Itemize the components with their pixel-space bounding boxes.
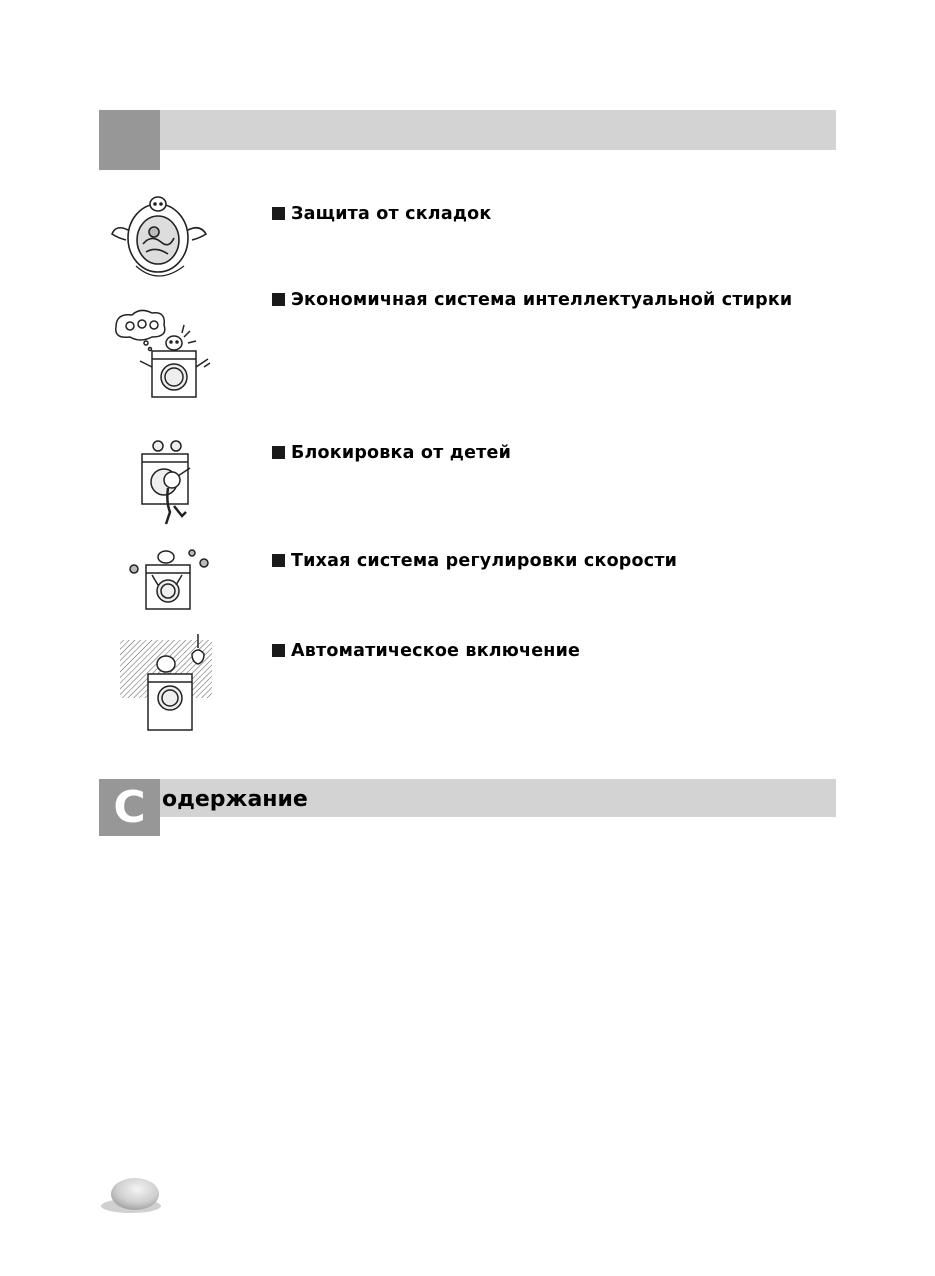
feature-title: Защита от складок — [291, 204, 492, 224]
top-header-block — [99, 110, 160, 170]
feature-crease-protection — [272, 203, 491, 225]
auto-power-washer-icon — [118, 634, 214, 732]
contents-title: одержание — [162, 787, 308, 812]
drum-tumbling-icon — [106, 194, 212, 280]
bullet-square-icon — [272, 293, 285, 306]
bullet-square-icon — [272, 446, 285, 459]
feature-auto-power — [272, 640, 580, 662]
feature-quiet-speed — [272, 550, 677, 572]
feature-title: Экономичная система интеллектуальной стирки — [291, 290, 793, 310]
top-header-band — [99, 110, 836, 150]
feature-title: Тихая система регулировки скорости — [291, 551, 678, 571]
feature-title: Блокировка от детей — [291, 443, 512, 463]
page-number-oval — [99, 1176, 163, 1216]
bullet-square-icon — [272, 644, 285, 657]
feature-economy-smart-wash — [272, 289, 792, 311]
feature-child-lock — [272, 442, 511, 464]
child-lock-washer-icon — [136, 440, 200, 532]
contents-initial-letter: С — [113, 782, 146, 833]
thinking-washer-icon — [110, 307, 214, 399]
feature-title: Автоматическое включение — [291, 641, 581, 661]
quiet-washer-icon — [128, 545, 212, 611]
bullet-square-icon — [272, 554, 285, 567]
bullet-square-icon — [272, 207, 285, 220]
